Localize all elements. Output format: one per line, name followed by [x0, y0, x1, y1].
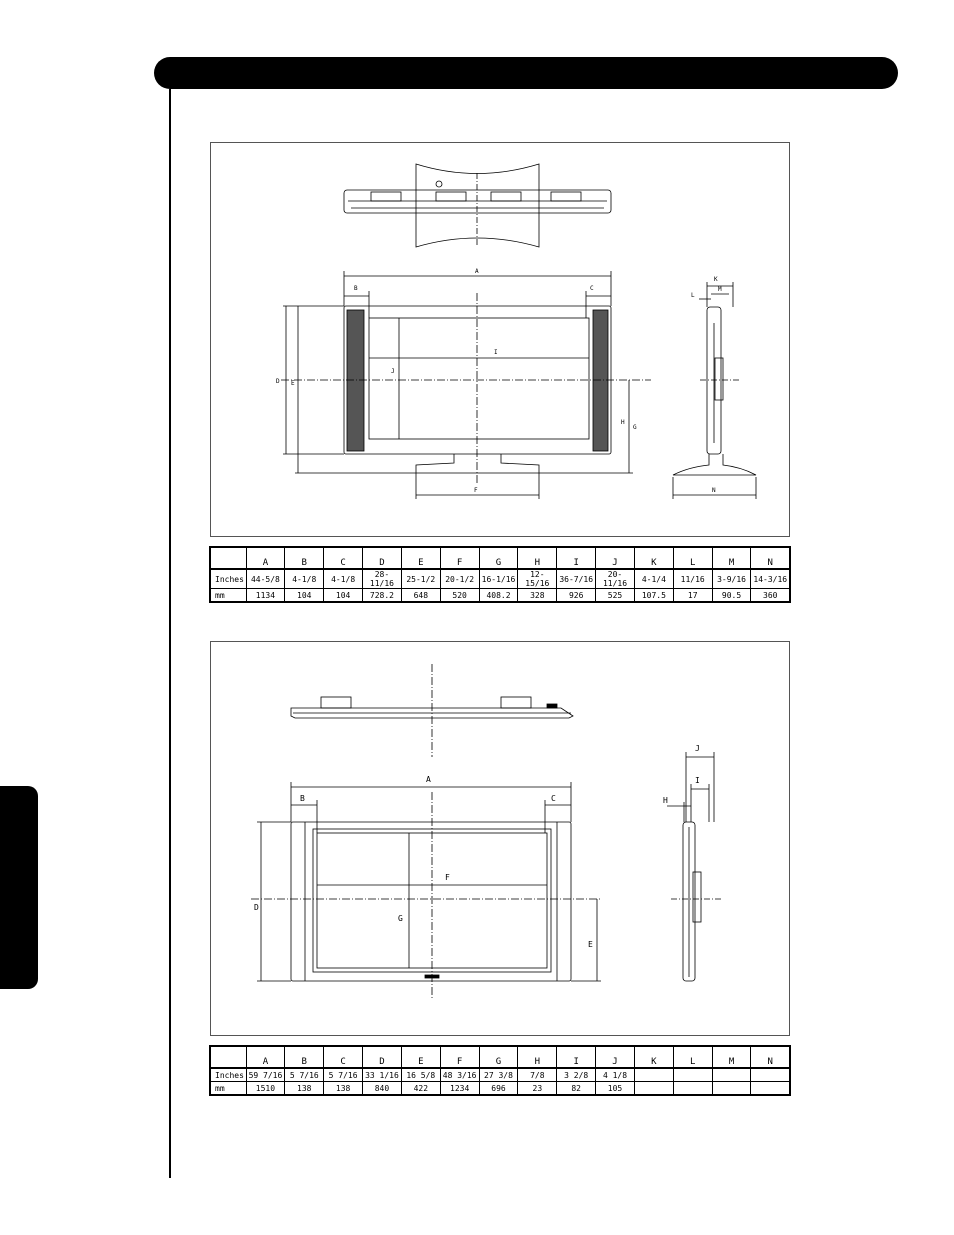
table-row — [210, 589, 790, 603]
dim-label-g: G — [398, 914, 403, 923]
table-header-cell: J — [596, 547, 635, 569]
table-cell: 520 — [440, 589, 479, 603]
dim-label-i: I — [695, 776, 700, 785]
row-label: mm — [210, 1082, 246, 1096]
table-cell: 4-1/8 — [324, 569, 363, 589]
dim-label-d: D — [276, 378, 280, 385]
table-cell: 48 3/16 — [440, 1068, 479, 1082]
dim-label-g: G — [633, 424, 637, 431]
table-cell: 17 — [673, 589, 712, 603]
table-cell: 525 — [596, 589, 635, 603]
table-1-header-row — [210, 547, 790, 569]
table-header-cell: G — [479, 1046, 518, 1068]
table-cell: 82 — [557, 1082, 596, 1096]
table-2-header-row — [210, 1046, 790, 1068]
table-cell: 28-11/16 — [363, 569, 402, 589]
table-cell: 90.5 — [712, 589, 751, 603]
table-cell: 105 — [596, 1082, 635, 1096]
dimension-diagram-1 — [210, 142, 790, 537]
row-label: Inches — [210, 569, 246, 589]
table-cell — [751, 1082, 790, 1096]
table-cell: 1510 — [246, 1082, 285, 1096]
table-cell: 138 — [285, 1082, 324, 1096]
dim-label-m: M — [718, 286, 722, 293]
row-label: Inches — [210, 1068, 246, 1082]
table-cell — [634, 1082, 673, 1096]
table-cell: 138 — [324, 1082, 363, 1096]
table-cell — [673, 1068, 712, 1082]
table-cell: 14-3/16 — [751, 569, 790, 589]
table-header-corner — [210, 547, 246, 569]
table-cell: 44-5/8 — [246, 569, 285, 589]
table-cell: 696 — [479, 1082, 518, 1096]
table-cell: 3-9/16 — [712, 569, 751, 589]
table-cell: 23 — [518, 1082, 557, 1096]
dim-label-f: F — [474, 487, 478, 494]
table-cell: 12-15/16 — [518, 569, 557, 589]
table-cell: 4 1/8 — [596, 1068, 635, 1082]
table-header-cell: L — [673, 547, 712, 569]
table-header-cell: I — [557, 547, 596, 569]
table-header-cell: H — [518, 1046, 557, 1068]
row-label: mm — [210, 589, 246, 603]
front-view-stand — [416, 454, 539, 473]
table-cell: 16-1/16 — [479, 569, 518, 589]
table-header-cell: M — [712, 547, 751, 569]
table-header-cell: L — [673, 1046, 712, 1068]
table-header-cell: C — [324, 1046, 363, 1068]
table-header-cell: F — [440, 547, 479, 569]
table-cell: 648 — [401, 589, 440, 603]
table-cell: 728.2 — [363, 589, 402, 603]
table-cell: 3 2/8 — [557, 1068, 596, 1082]
table-cell: 7/8 — [518, 1068, 557, 1082]
dim-label-c: C — [551, 794, 556, 803]
table-cell: 4-1/8 — [285, 569, 324, 589]
table-cell: 104 — [324, 589, 363, 603]
dim-label-k: K — [714, 276, 718, 283]
table-header-cell: N — [751, 547, 790, 569]
table-cell: 5 7/16 — [285, 1068, 324, 1082]
front-view-screen — [369, 318, 589, 439]
left-margin-rule — [169, 89, 171, 1178]
table-cell: 107.5 — [634, 589, 673, 603]
table-cell: 11/16 — [673, 569, 712, 589]
table-cell — [634, 1068, 673, 1082]
table-header-cell: J — [596, 1046, 635, 1068]
table-cell — [751, 1068, 790, 1082]
table-header-cell: A — [246, 1046, 285, 1068]
table-row — [210, 1068, 790, 1082]
side-view-stand — [673, 454, 756, 475]
side-section-tab — [0, 786, 38, 989]
dim-label-j: J — [391, 368, 395, 375]
header-bar — [154, 57, 898, 89]
table-cell — [673, 1082, 712, 1096]
table-header-cell: D — [363, 547, 402, 569]
table-header-cell: F — [440, 1046, 479, 1068]
table-cell: 5 7/16 — [324, 1068, 363, 1082]
table-row — [210, 1082, 790, 1096]
dim-label-f: F — [445, 873, 450, 882]
table-header-cell: K — [634, 1046, 673, 1068]
table-cell: 1134 — [246, 589, 285, 603]
table-header-cell: H — [518, 547, 557, 569]
dim-label-c: C — [590, 285, 594, 292]
dim-label-i: I — [494, 349, 498, 356]
table-header-corner — [210, 1046, 246, 1068]
dim-label-b: B — [300, 794, 305, 803]
table-header-cell: E — [401, 547, 440, 569]
dimension-diagram-2 — [210, 641, 790, 1036]
table-cell: 840 — [363, 1082, 402, 1096]
table-cell — [712, 1068, 751, 1082]
table-cell: 1234 — [440, 1082, 479, 1096]
table-header-cell: D — [363, 1046, 402, 1068]
table-row — [210, 569, 790, 589]
dim-label-a: A — [475, 268, 479, 275]
table-cell: 4-1/4 — [634, 569, 673, 589]
dim-label-d: D — [254, 903, 259, 912]
table-cell — [712, 1082, 751, 1096]
table-cell: 422 — [401, 1082, 440, 1096]
dim-label-b: B — [354, 285, 358, 292]
front-view-body — [291, 822, 571, 981]
table-cell: 27 3/8 — [479, 1068, 518, 1082]
dim-label-e: E — [588, 940, 593, 949]
table-cell: 104 — [285, 589, 324, 603]
table-cell: 33 1/16 — [363, 1068, 402, 1082]
dim-label-n: N — [712, 487, 716, 494]
dim-label-a: A — [426, 775, 431, 784]
diagram-2-drawing — [211, 642, 789, 1035]
table-cell: 926 — [557, 589, 596, 603]
table-header-cell: N — [751, 1046, 790, 1068]
table-header-cell: E — [401, 1046, 440, 1068]
dimension-table-2 — [209, 1045, 791, 1096]
table-cell: 360 — [751, 589, 790, 603]
dimension-table-1 — [209, 546, 791, 603]
table-header-cell: C — [324, 547, 363, 569]
dim-label-h: H — [663, 796, 668, 805]
table-header-cell: B — [285, 547, 324, 569]
table-cell: 36-7/16 — [557, 569, 596, 589]
table-cell: 16 5/8 — [401, 1068, 440, 1082]
table-header-cell: M — [712, 1046, 751, 1068]
table-cell: 328 — [518, 589, 557, 603]
table-cell: 59 7/16 — [246, 1068, 285, 1082]
table-cell: 20-1/2 — [440, 569, 479, 589]
table-cell: 408.2 — [479, 589, 518, 603]
dim-label-l: L — [691, 292, 695, 299]
table-header-cell: A — [246, 547, 285, 569]
dim-label-j: J — [695, 744, 700, 753]
table-header-cell: I — [557, 1046, 596, 1068]
top-view-stand — [416, 164, 539, 247]
dim-label-h: H — [621, 419, 625, 426]
dim-label-e: E — [291, 380, 295, 387]
top-view-body — [344, 190, 611, 213]
table-cell: 25-1/2 — [401, 569, 440, 589]
table-header-cell: B — [285, 1046, 324, 1068]
diagram-1-drawing — [211, 143, 789, 536]
table-cell: 20-11/16 — [596, 569, 635, 589]
table-header-cell: G — [479, 547, 518, 569]
table-header-cell: K — [634, 547, 673, 569]
